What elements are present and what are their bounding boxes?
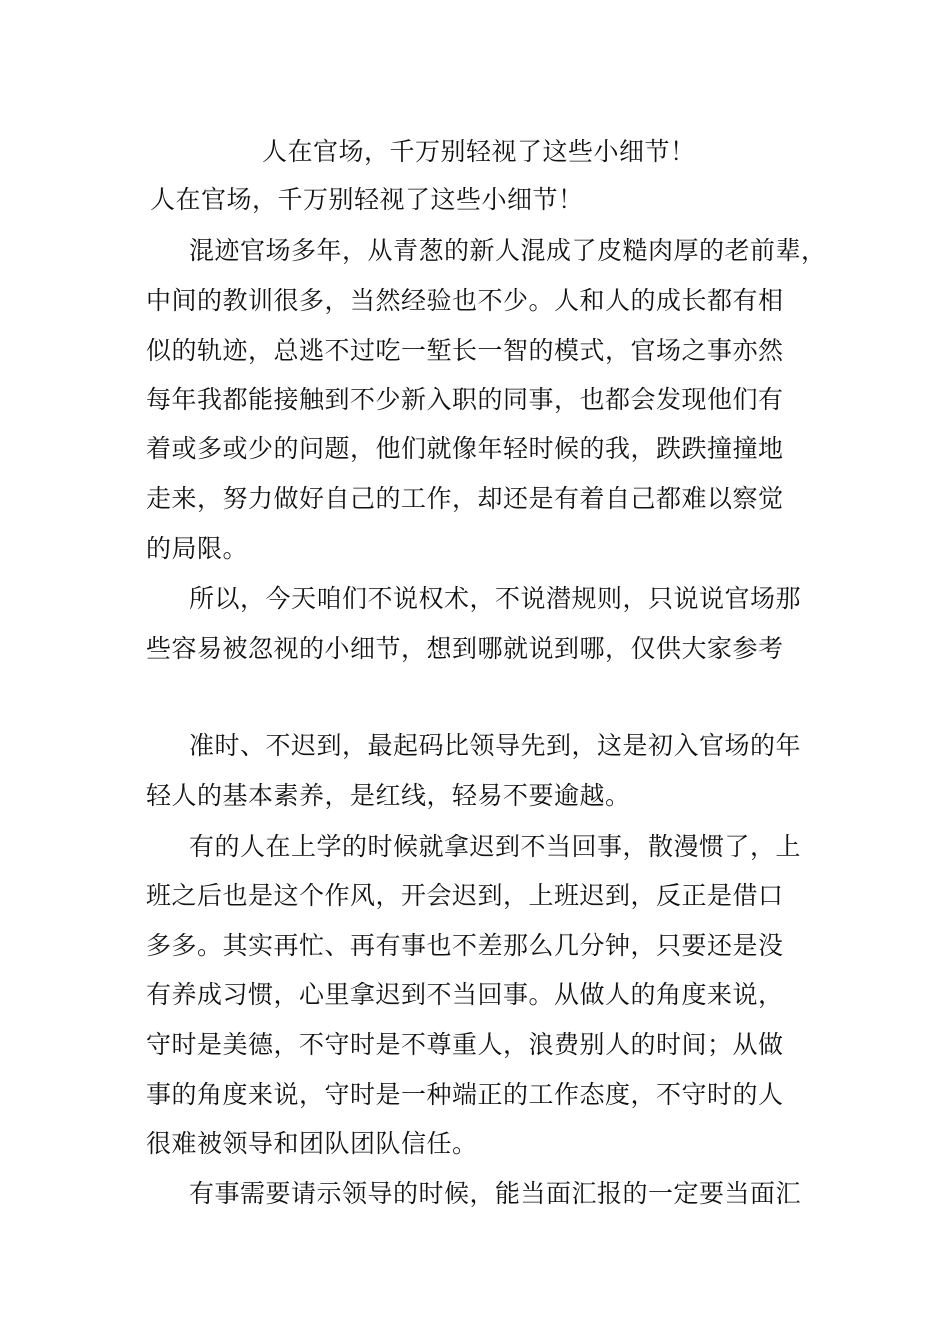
paragraph-line: 有养成习惯，心里拿迟到不当回事。从做人的角度来说， bbox=[146, 980, 784, 1009]
paragraph-line: 走来，努力做好自己的工作，却还是有着自己都难以察觉 bbox=[146, 484, 784, 513]
paragraph-line: 轻人的基本素养，是红线，轻易不要逾越。 bbox=[146, 781, 631, 810]
paragraph-line: 所以，今天咱们不说权术，不说潜规则，只说说官场那 bbox=[189, 584, 802, 613]
paragraph-line: 的局限。 bbox=[146, 534, 249, 563]
paragraph-line: 守时是美德，不守时是不尊重人，浪费别人的时间；从做 bbox=[146, 1030, 784, 1059]
paragraph-line: 有的人在上学的时候就拿迟到不当回事，散漫惯了，上 bbox=[189, 832, 802, 861]
paragraph-line: 准时、不迟到，最起码比领导先到，这是初入官场的年 bbox=[189, 731, 802, 760]
paragraph-line: 很难被领导和团队团队信任。 bbox=[146, 1129, 478, 1158]
document-subtitle: 人在官场，千万别轻视了这些小细节！ bbox=[150, 185, 584, 214]
paragraph-line: 些容易被忽视的小细节，想到哪就说到哪，仅供大家参考 bbox=[146, 634, 784, 663]
document-title: 人在官场，千万别轻视了这些小细节！ bbox=[262, 137, 696, 166]
paragraph-line: 着或多或少的问题，他们就像年轻时候的我，跌跌撞撞地 bbox=[146, 434, 784, 463]
paragraph-line: 事的角度来说，守时是一种端正的工作态度，不守时的人 bbox=[146, 1080, 784, 1109]
paragraph-line: 混迹官场多年，从青葱的新人混成了皮糙肉厚的老前辈， bbox=[189, 236, 827, 265]
paragraph-line: 班之后也是这个作风，开会迟到，上班迟到，反正是借口 bbox=[146, 881, 784, 910]
paragraph-line: 似的轨迹，总逃不过吃一堑长一智的模式，官场之事亦然 bbox=[146, 336, 784, 365]
paragraph-line: 多多。其实再忙、再有事也不差那么几分钟，只要还是没 bbox=[146, 931, 784, 960]
paragraph-line: 有事需要请示领导的时候，能当面汇报的一定要当面汇 bbox=[189, 1179, 802, 1208]
paragraph-line: 中间的教训很多，当然经验也不少。人和人的成长都有相 bbox=[146, 286, 784, 315]
paragraph-line: 每年我都能接触到不少新入职的同事，也都会发现他们有 bbox=[146, 385, 784, 414]
